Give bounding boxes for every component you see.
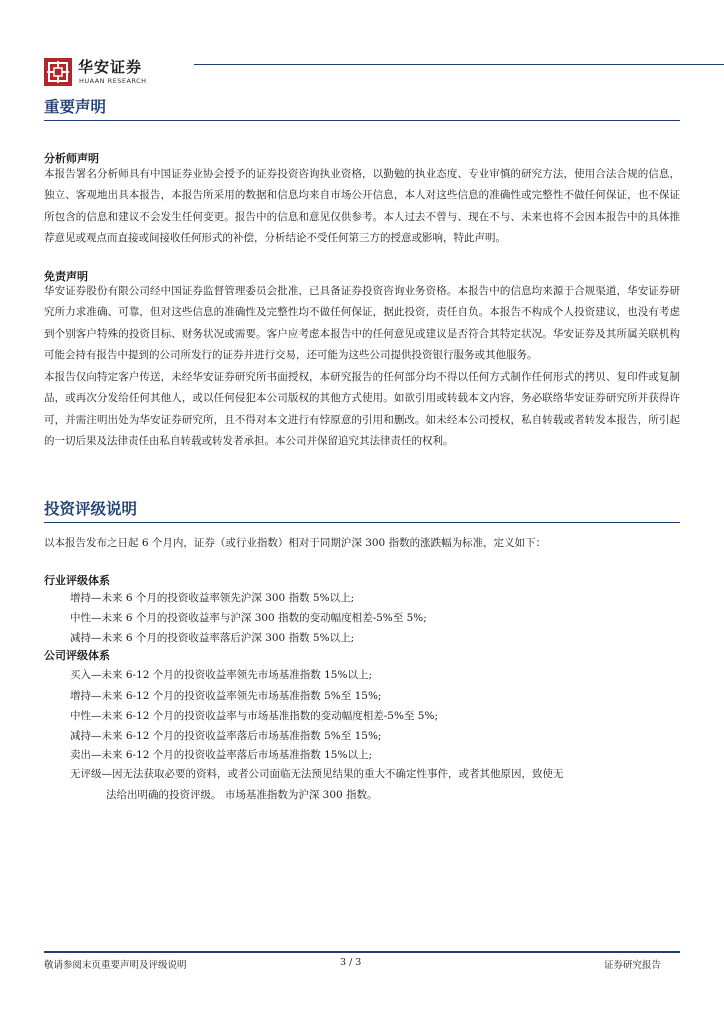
company-rating-heading: 公司评级体系 — [44, 649, 110, 662]
company-rating-item: 减持—未来 6-12 个月的投资收益率落后市场基准指数 5%至 15%; — [70, 730, 382, 742]
company-rating-item: 买入—未来 6-12 个月的投资收益率领先市场基准指数 15%以上; — [70, 669, 372, 681]
industry-rating-item: 中性—未来 6 个月的投资收益率与沪深 300 指数的变动幅度相差-5%至 5%; — [70, 612, 427, 624]
company-rating-item: 增持—未来 6-12 个月的投资收益率领先市场基准指数 5%至 15%; — [70, 690, 382, 702]
rating-intro: 以本报告发布之日起 6 个月内，证券（或行业指数）相对于同期沪深 300 指数的涨跌幅为标准，定义如下： — [44, 537, 547, 549]
analyst-statement-text: 本报告署名分析师具有中国证券业协会授予的证券投资咨询执业资格，以勤勉的执业态度、专业审慎的研究方法，使用合法合规的信息，独立、客观地出具本报告，本报告所采用的数据和信息均来自市场公开信息，本人对这些信息的准确性或完整性不做任何保证，也不保证所包含的信息和建议不会发生任何变更。报告中的信息和意见仅供参考。本人过去不曾与、现在不与、未来也将不会因本报告中的具体推荐意见或观点而直接或间接收任何形式的补偿，分析结论不受任何第三方的授意或影响，特此声明。 — [44, 168, 680, 244]
disclaimer-text-2: 本报告仅向特定客户传送，未经华安证券研究所书面授权，本研究报告的任何部分均不得以任何方式制作任何形式的拷贝、复印件或复制品，或再次分发给任何其他人，或以任何侵犯本公司版权的其他方式使用。如欲引用或转载本文内容，务必联络华安证券研究所并获得许可，并需注明出处为华安证券研究所，且不得对本文进行有悖原意的引用和删改。如未经本公司授权，私自转载或者转发本报告，所引起的一切后果及法律责任由私自转载或转发者承担。本公司并保留追究其法律责任的权利。 — [44, 371, 680, 447]
analyst-statement-heading: 分析师声明 — [44, 152, 99, 165]
notice-title: 重要声明 — [44, 98, 107, 116]
industry-rating-item: 增持—未来 6 个月的投资收益率领先沪深 300 指数 5%以上; — [70, 592, 355, 604]
notice-title-underline — [44, 120, 680, 121]
company-rating-item: 中性—未来 6-12 个月的投资收益率与市场基准指数的变动幅度相差-5%至 5%; — [70, 710, 439, 722]
page-number: 3 / 3 — [340, 957, 362, 968]
disclaimer-heading: 免责声明 — [44, 270, 88, 283]
logo-name-en: HUAAN RESEARCH — [79, 77, 147, 85]
no-rating-line-2: 法给出明确的投资评级。 市场基准指数为沪深 300 指数。 — [106, 789, 378, 801]
huaan-logo-icon — [44, 58, 72, 86]
no-rating-line-1: 无评级—因无法获取必要的资料，或者公司面临无法预见结果的重大不确定性事件，或者其他原因，致使无 — [70, 768, 564, 780]
rating-title-underline — [44, 522, 680, 523]
footer-report-type: 证券研究报告 — [604, 960, 662, 971]
footer-notice: 敬请参阅末页重要声明及评级说明 — [44, 960, 187, 971]
report-header — [44, 54, 684, 94]
header-divider — [194, 64, 724, 65]
industry-rating-heading: 行业评级体系 — [44, 574, 110, 587]
no-rating-item — [70, 764, 680, 806]
logo-name-cn: 华安证券 — [78, 58, 143, 76]
footer-divider — [44, 951, 680, 953]
rating-title: 投资评级说明 — [44, 500, 138, 518]
disclaimer-text-1: 华安证券股份有限公司经中国证券监督管理委员会批准，已具备证券投资咨询业务资格。本报告中的信息均来源于合规渠道，华安证券研究所力求准确、可靠，但对这些信息的准确性及完整性均不做任何保证，据此投资，责任自负。本报告不构成个人投资建议，也没有考虑到个别客户特殊的投资目标、财务状况或需要。客户应考虑本报告中的任何意见或建议是否符合其特定状况。华安证券及其所属关联机构可能会持有报告中提到的公司所发行的证券并进行交易，还可能为这些公司提供投资银行服务或其他服务。 — [44, 285, 680, 361]
company-rating-item: 卖出—未来 6-12 个月的投资收益率落后市场基准指数 15%以上; — [70, 749, 372, 761]
industry-rating-item: 减持—未来 6 个月的投资收益率落后沪深 300 指数 5%以上; — [70, 632, 355, 644]
